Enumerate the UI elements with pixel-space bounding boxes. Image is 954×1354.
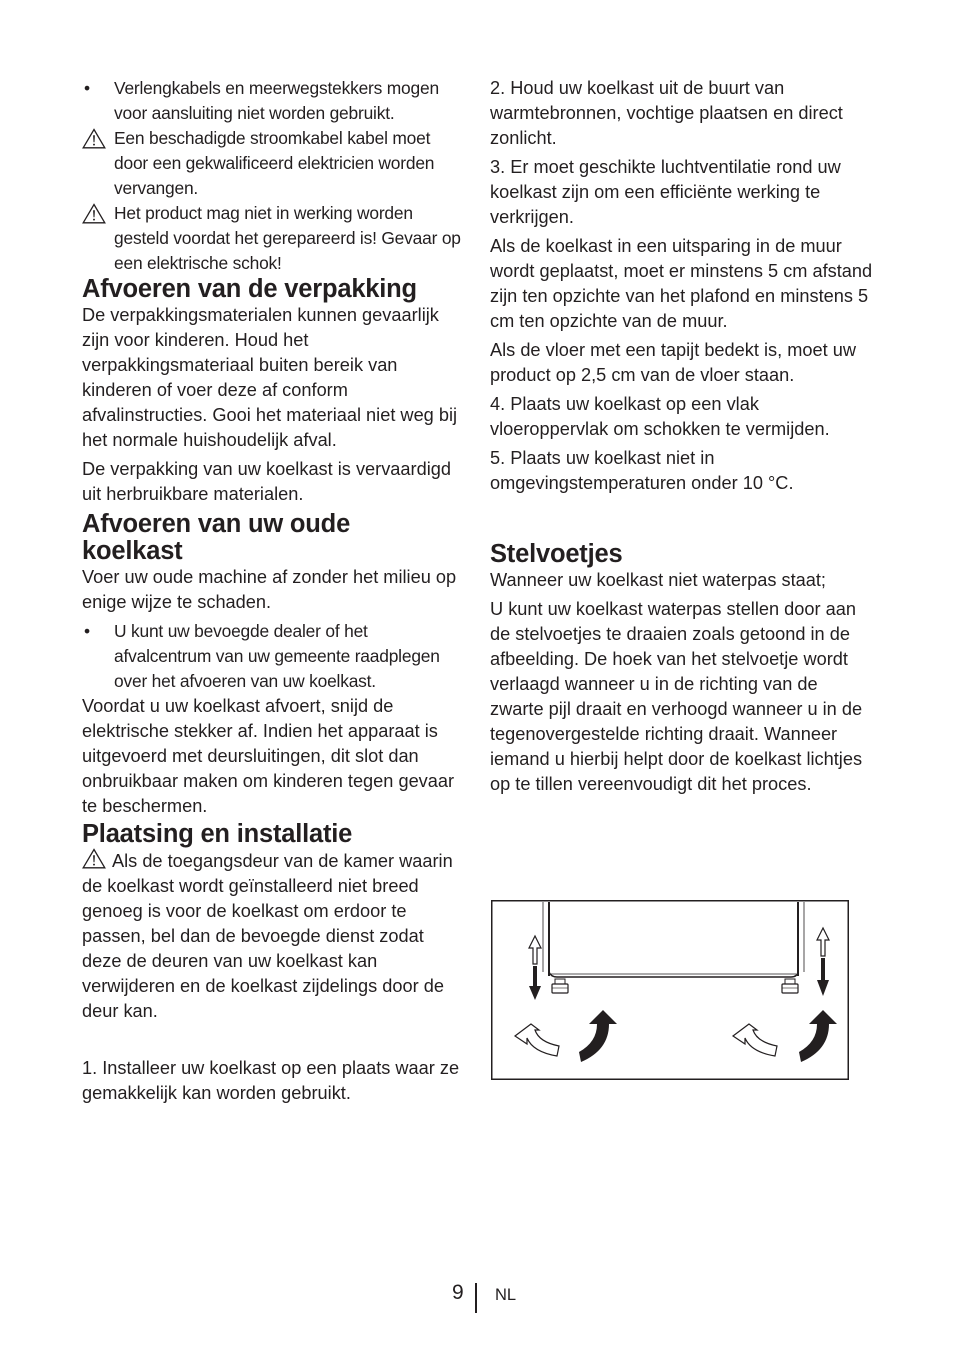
leveling-paragraph-1: Wanneer uw koelkast niet waterpas staat; bbox=[490, 570, 826, 590]
warning-text: Een beschadigde stroomkabel kabel moet door een gekwalificeerd elektricien worden vervangen. bbox=[114, 128, 435, 198]
heading-installation: Plaatsing en installatie bbox=[82, 820, 353, 848]
installation-warning bbox=[82, 848, 466, 1024]
bullet-dot: • bbox=[84, 621, 90, 641]
installation-item-4: 4. Plaats uw koelkast op een vlak vloeroppervlak om schokken te vermijden. bbox=[490, 394, 830, 439]
left-column bbox=[82, 76, 466, 1106]
installation-item-1: 1. Installeer uw koelkast op een plaats waar ze gemakkelijk kan worden gebruikt. bbox=[82, 1058, 460, 1103]
right-column bbox=[490, 76, 876, 797]
heading-old-fridge bbox=[82, 511, 466, 565]
packaging-paragraph-2: De verpakking van uw koelkast is vervaardigd uit herbruikbare materialen. bbox=[82, 459, 451, 504]
warning-text: Het product mag niet in werking worden gesteld voordat het gerepareerd is! Gevaar op een elektrische schok! bbox=[114, 203, 461, 273]
heading-leveling-feet: Stelvoetjes bbox=[490, 540, 623, 568]
old-fridge-paragraph-2: Voordat u uw koelkast afvoert, snijd de elektrische stekker af. Indien het apparaat is uitgevoerd met deursluitingen, dit slot dan onbruikbaar maken om kinderen tegen gevaar te beschermen. bbox=[82, 696, 455, 816]
installation-item-2: 2. Houd uw koelkast uit de buurt van warmtebronnen, vochtige plaatsen en direct zonlicht. bbox=[490, 78, 843, 148]
heading-packaging: Afvoeren van de verpakking bbox=[82, 275, 417, 303]
installation-warning-text: Als de toegangsdeur van de kamer waarin de koelkast wordt geïnstalleerd niet breed genoeg is voor de koelkast om erdoor te passen, bel dan de bevoegde dienst zodat deze de deuren van uw koelkast kan verwijderen en de koelkast zijdelings door de deur kan. bbox=[82, 851, 453, 1021]
warning-triangle-icon bbox=[82, 203, 106, 224]
heading-old-fridge-line1: Afvoeren van uw oude bbox=[82, 510, 351, 538]
bullet-text: Verlengkabels en meerwegstekkers mogen voor aansluiting niet worden gebruikt. bbox=[114, 78, 439, 123]
leveling-feet-illustration bbox=[491, 900, 849, 1080]
leveling-paragraph-2: U kunt uw koelkast waterpas stellen door aan de stelvoetjes te draaien zoals getoond in de afbeelding. De hoek van het stelvoetje wordt verlaagd wanneer u in de richting van de zwarte pijl draait en verhoogd wanneer u in de tegenovergestelde richting draait. Wanneer iemand u hierbij helpt door de koelkast lichtjes op te tillen vereenvoudigt dit het proces. bbox=[490, 599, 863, 794]
bullet-text: U kunt uw bevoegde dealer of het afvalcentrum van uw gemeente raadplegen over het afvoeren van uw koelkast. bbox=[114, 621, 440, 691]
bullet-dealer bbox=[82, 619, 466, 694]
old-fridge-paragraph-1: Voer uw oude machine af zonder het milieu op enige wijze te schaden. bbox=[82, 567, 457, 612]
packaging-paragraph-1: De verpakkingsmaterialen kunnen gevaarlijk zijn voor kinderen. Houd het verpakkingsmateriaal buiten bereik van kinderen of voer deze af conform afvalinstructies. Gooi het materiaal niet weg bij het normale huishoudelijk afval. bbox=[82, 305, 458, 450]
warning-triangle-icon bbox=[82, 128, 106, 149]
installation-item-5: 5. Plaats uw koelkast niet in omgevingstemperaturen onder 10 °C. bbox=[490, 448, 794, 493]
warning-triangle-icon bbox=[82, 848, 106, 869]
installation-item-3: 3. Er moet geschikte luchtventilatie rond uw koelkast zijn om een efficiënte werking te verkrijgen. bbox=[490, 157, 841, 227]
heading-old-fridge-line2: koelkast bbox=[82, 537, 183, 565]
recess-paragraph: Als de koelkast in een uitsparing in de muur wordt geplaatst, moet er minstens 5 cm afstand zijn ten opzichte van het plafond en minstens 5 cm ten opzichte van de muur. bbox=[490, 236, 873, 331]
footer-divider bbox=[475, 1283, 477, 1313]
warning-damaged-cable bbox=[82, 126, 466, 201]
bullet-dot: • bbox=[84, 78, 90, 98]
bullet-extension-cables bbox=[82, 76, 466, 126]
language-code: NL bbox=[495, 1286, 517, 1304]
warning-repair bbox=[82, 201, 466, 276]
page-number: 9 bbox=[452, 1281, 464, 1304]
carpet-paragraph: Als de vloer met een tapijt bedekt is, moet uw product op 2,5 cm van de vloer staan. bbox=[490, 340, 856, 385]
